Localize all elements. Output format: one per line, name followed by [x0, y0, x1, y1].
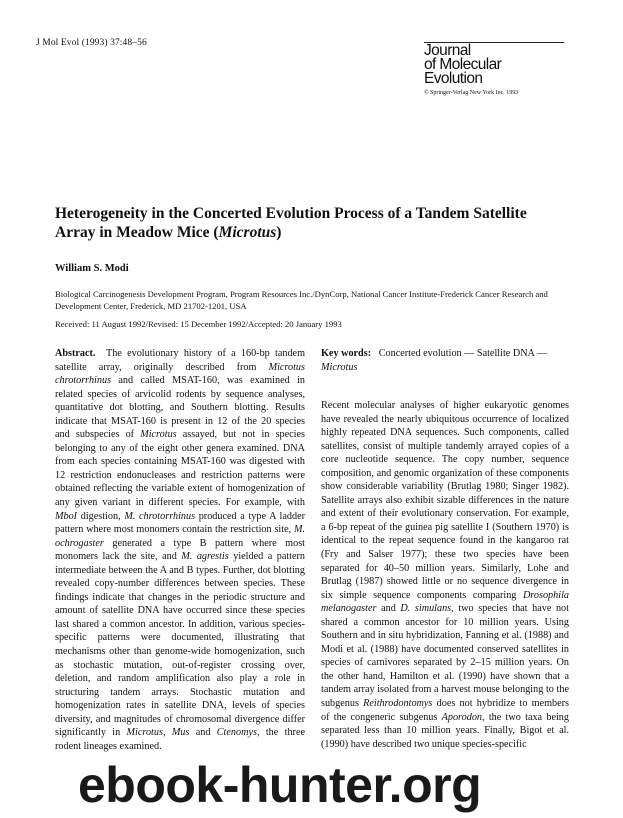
title-genus: Microtus	[218, 224, 277, 241]
abstract-label: Abstract.	[55, 348, 96, 359]
title-close: )	[276, 224, 282, 241]
abstract-text-8: and	[189, 727, 217, 739]
abstract-text-2: and called MSAT-160, was examined in related species of arvicolid rodents by sequence analyses, quantitative dot blotting, and Southern blotting. Results indicate that MSAT-160 is present in 12 of the 20 species and subspecies of	[55, 375, 305, 441]
keywords-text: Concerted evolution — Satellite DNA —	[378, 348, 548, 359]
species-name: Reithrodontomys	[363, 698, 433, 710]
body-text-2: and	[376, 603, 401, 615]
article-title	[55, 204, 555, 242]
species-name: Microtus	[140, 429, 177, 441]
keywords	[321, 347, 569, 374]
species-name: M. ochrogaster	[55, 524, 305, 549]
abstract-text-9: the three rodent lineages examined.	[55, 727, 305, 752]
title-main: Heterogeneity in the Concerted Evolution Process of a Tandem Satellite Array in Meadow Mice (	[55, 205, 527, 241]
abstract-text-6: generated a type B pattern where most monomers lack the site, and	[55, 537, 305, 563]
abstract	[55, 347, 305, 753]
watermark: ebook-hunter.org	[78, 757, 482, 813]
species-name: Aporodon,	[441, 711, 485, 723]
species-name: D. simulans,	[400, 603, 454, 615]
species-name: Ctenomys,	[216, 727, 260, 739]
received-dates: Received: 11 August 1992/Revised: 15 December 1992/Accepted: 20 January 1993	[55, 319, 342, 329]
species-name: M. agrestis	[181, 551, 229, 563]
species-name: Microtus, Mus	[126, 727, 190, 739]
abstract-text-7: yielded a pattern intermediate between the A and B types. Further, dot blotting revealed copy-number differences between species. These findings indicate that changes in the periodic structure and amount of satellite DNA have occurred since these species last shared a common ancestor. In addition, various species-specific patterns were documented, illustrating that mechanisms other than genome-wide homogenization, such as stochastic mutation, out-of-register crossing over, deletion, and random amplification also play a role in structuring tandem arrays. Stochastic mutation and homogenization rates in satellite DNA, levels of species diversity, and magnitudes of chromosomal divergence differ significantly in	[55, 551, 306, 739]
species-name: M. chrotorrhinus	[124, 510, 196, 522]
journal-logo	[424, 42, 564, 96]
body-introduction	[321, 399, 569, 751]
abstract-text-5: produced a type A ladder pattern where most monomers contain the restriction site,	[55, 510, 305, 536]
journal-name-line-2: of Molecular	[424, 56, 502, 73]
body-text-4: does not hybridize to members of the congeneric subgenus	[321, 698, 569, 723]
author-name: William S. Modi	[55, 263, 129, 274]
species-name: Drosophila melanogaster	[321, 589, 569, 615]
abstract-text-4: digestion,	[77, 510, 125, 522]
copyright-notice: © Springer-Verlag New York Inc. 1993	[424, 90, 519, 96]
body-text-1: Recent molecular analyses of higher eukaryotic genomes have revealed the nearly ubiquitous occurrence of localized highly repeated DNA sequences. Such components, called satellites, consist of multiple tandemly arrayed copies of a core nucleotide sequence. The copy number, sequence composition, and genomic organization of these components show considerable variability (Brutlag 1980; Singer 1982). Satellite arrays also exhibit sizable differences in the nature and extent of their evolutionary conservation. For example, a 6-bp repeat of the guinea pig satellite I (Southern 1970) is identical to the repeat sequence found in the kangaroo rat (Fry and Salser 1977); these two species have been separated for 40–50 million years. Similarly, Lohe and Brutlag (1987) showed little or no sequence divergence in six simple sequence components comparing	[321, 400, 569, 601]
body-text-5: the two taxa being separated less than 10 million years. Finally, Bigot et al. (1990) have described two unique species-specific	[321, 711, 569, 750]
journal-name-line-1: Journal	[424, 42, 471, 59]
keywords-label: Key words:	[321, 348, 372, 359]
abstract-text-3: assayed, but not in species belonging to any of the eight other genera examined. DNA from each species containing MSAT-160 was digested with 12 restriction endonucleases and restriction patterns were obtained reflecting the variable extent of homogenization of any given variant in different species. For example, with	[55, 429, 305, 509]
abstract-text-1: The evolutionary history of a 160-bp tandem satellite array, originally described from	[55, 348, 306, 373]
species-name: Microtus chrotorrhinus	[55, 361, 305, 387]
enzyme-name: MboI	[55, 510, 78, 522]
body-text-3: two species that have not shared a common ancestor for 10 million years. Using Southern and in situ hybridization, Fanning et al. (1988) and Modi et al. (1988) have documented conserved satellites in species of carnivores separated by 2–15 million years. On the other hand, Hamilton et al. (1990) have shown that a tandem array isolated from a harvest mouse belonging to the subgenus	[321, 603, 569, 710]
keywords-genus: Microtus	[321, 361, 358, 373]
journal-citation: J Mol Evol (1993) 37:48–56	[36, 38, 147, 48]
journal-name-line-3: Evolution	[424, 70, 483, 87]
author-affiliation: Biological Carcinogenesis Development Program, Program Resources Inc./DynCorp, National Cancer Institute-Frederick Cancer Research and Development Center, Frederick, MD 21702-1201, USA	[55, 289, 548, 311]
